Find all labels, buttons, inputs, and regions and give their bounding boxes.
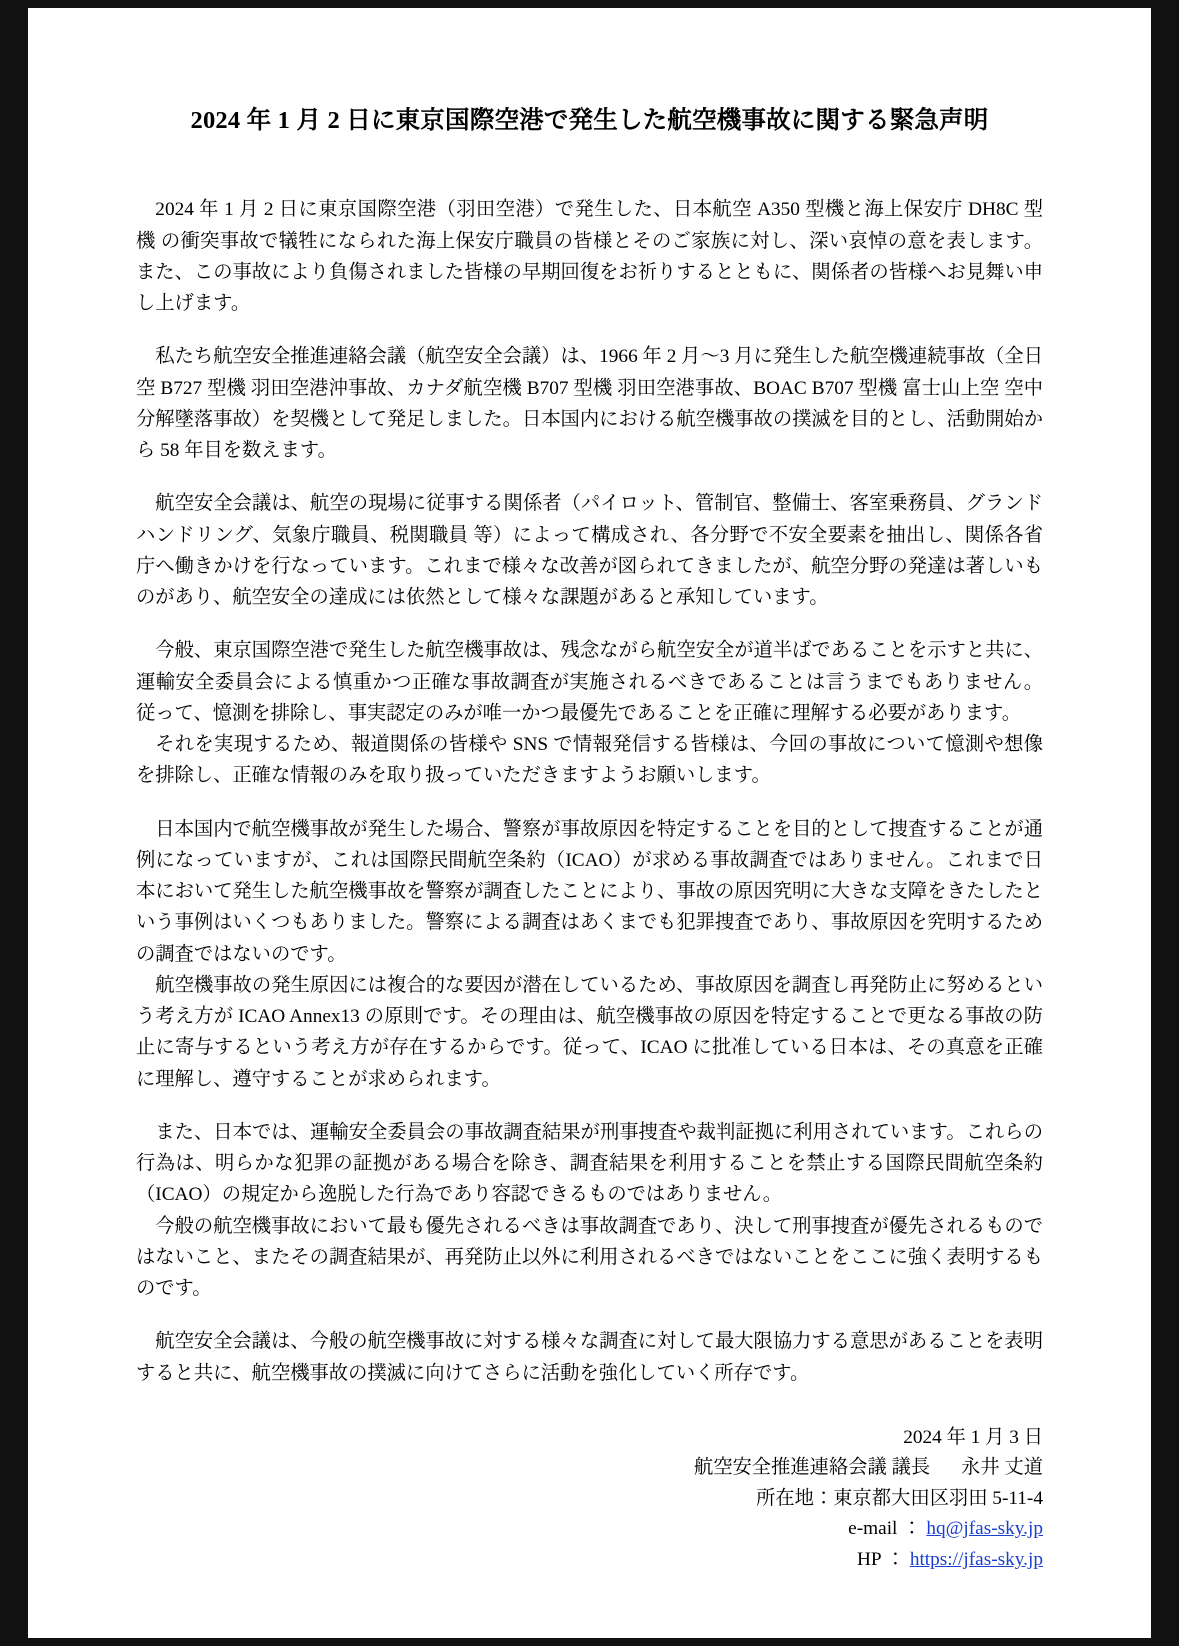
page-title: 2024 年 1 月 2 日に東京国際空港で発生した航空機事故に関する緊急声明 — [190, 107, 989, 134]
email-label: e-mail ： — [848, 1518, 922, 1540]
signature-block — [136, 1423, 1043, 1575]
signature-email-line — [136, 1514, 1043, 1544]
hp-label: HP ： — [856, 1548, 905, 1570]
signature-hp-line — [136, 1545, 1043, 1575]
paragraph-4: 今般、東京国際空港で発生した航空機事故は、残念ながら航空安全が道半ばであることを示すと共に、運輸安全委員会による慎重かつ正確な事故調査が実施されるべきであることは言うまでもありません。従って、憶測を排除し、事実認定のみが唯一かつ最優先であることを正確に理解する必要があります。 — [136, 640, 1043, 724]
paragraph-10: 航空安全会議は、今般の航空機事故に対する様々な調査に対して最大限協力する意思があることを表明すると共に、航空機事故の撲滅に向けてさらに活動を強化していく所存です。 — [136, 1331, 1043, 1384]
paragraph-3: 航空安全会議は、航空の現場に従事する関係者（パイロット、管制官、整備士、客室乗務員、グランドハンドリング、気象庁職員、税関職員 等）によって構成され、各分野で不安全要素を抽出し、関係各省庁へ働きかけを行なっています。これまで様々な改善が図られてきましたが、航空分野の発達は著しいものがあり、航空安全の達成には依然として様々な課題があると承知しています。 — [136, 493, 1043, 609]
paragraph-9: 今般の航空機事故において最も優先されるべきは事故調査であり、決して刑事捜査が優先されるものではないこと、またその調査結果が、再発防止以外に利用されるべきではないことをここに強く表明するものです。 — [136, 1215, 1043, 1300]
paragraph-2: 私たち航空安全推進連絡会議（航空安全会議）は、1966 年 2 月〜3 月に発生した航空機連続事故（全日空 B727 型機 羽田空港沖事故、カナダ航空機 B707 型機 羽田空港事故、BOAC B707 型機 富士山上空 空中分解墜落事故）を契機として発足しました。日本国内における航空機事故の撲滅を目的とし、活動開始から 58 年目を数えます。 — [136, 346, 1043, 462]
paragraph-1: 2024 年 1 月 2 日に東京国際空港（羽田空港）で発生した、日本航空 A350 型機と海上保安庁 DH8C 型機 の衝突事故で犠牲になられた海上保安庁職員の皆様とそのご家族に対し、深い哀悼の意を表します。また、この事故により負傷されました皆様の早期回復をお祈りするとともに、関係者の皆様へお見舞い申し上げます。 — [136, 199, 1043, 315]
signature-organization: 航空安全推進連絡会議 議長 — [693, 1457, 931, 1479]
paragraph-6: 日本国内で航空機事故が発生した場合、警察が事故原因を特定することを目的として捜査することが通例になっていますが、これは国際民間航空条約（ICAO）が求める事故調査ではありません。これまで日本において発生した航空機事故を警察が調査したことにより、事故の原因究明に大きな支障をきたしたという事例はいくつもありました。警察による調査はあくまでも犯罪捜査であり、事故原因を究明するための調査ではないのです。 — [136, 818, 1043, 965]
paragraph-5: それを実現するため、報道関係の皆様や SNS で情報発信する皆様は、今回の事故について憶測や想像を排除し、正確な情報のみを取り扱っていただきますようお願いします。 — [136, 734, 1043, 787]
signature-organization-line — [136, 1453, 1043, 1483]
signature-date: 2024 年 1 月 3 日 — [903, 1426, 1043, 1448]
email-link[interactable]: hq@jfas-sky.jp — [926, 1518, 1043, 1540]
signature-chairperson: 永井 丈道 — [961, 1457, 1043, 1479]
document-page — [28, 8, 1151, 1638]
paragraph-8: また、日本では、運輸安全委員会の事故調査結果が刑事捜査や裁判証拠に利用されています。これらの行為は、明らかな犯罪の証拠がある場合を除き、調査結果を利用することを禁止する国際民間航空条約（ICAO）の規定から逸脱した行為であり容認できるものではありません。 — [136, 1121, 1043, 1206]
signature-address: 所在地：東京都大田区羽田 5-11-4 — [756, 1487, 1043, 1509]
paragraph-7: 航空機事故の発生原因には複合的な要因が潜在しているため、事故原因を調査し再発防止に努めるという考え方が ICAO Annex13 の原則です。その理由は、航空機事故の原因を特定することで更なる事故の防止に寄与するという考え方が存在するからです。従って、ICAO に批准している日本は、その真意を正確に理解し、遵守することが求められます。 — [136, 974, 1043, 1090]
homepage-link[interactable]: https://jfas-sky.jp — [909, 1548, 1043, 1570]
